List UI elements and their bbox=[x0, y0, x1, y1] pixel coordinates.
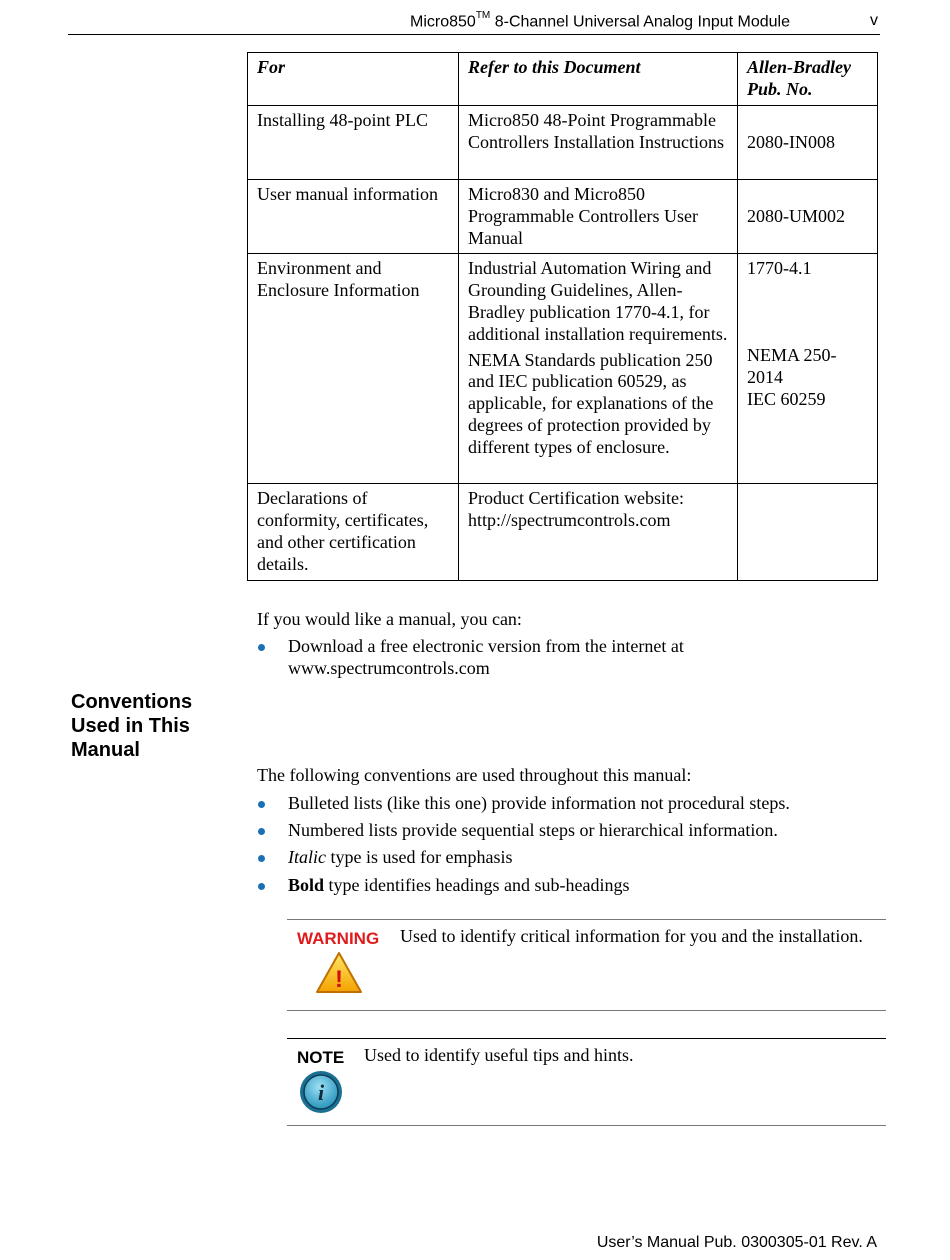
warning-callout bbox=[287, 919, 886, 1011]
list-item bbox=[288, 819, 888, 841]
table-cell-for: User manual information bbox=[248, 180, 459, 254]
bullet-icon bbox=[258, 801, 265, 808]
warning-label: WARNING bbox=[297, 929, 380, 948]
document-title: Product Certification website: http://spectrumcontrols.com bbox=[468, 488, 684, 531]
note-callout bbox=[287, 1038, 886, 1126]
table-row bbox=[248, 254, 878, 484]
list-item-text: Numbered lists provide sequential steps or hierarchical information. bbox=[288, 820, 778, 840]
bullet-icon bbox=[258, 644, 265, 651]
document-title: Micro830 and Micro850 Programmable Controllers User Manual bbox=[468, 184, 698, 248]
table-row bbox=[248, 106, 878, 180]
document-title: NEMA Standards publication 250 and IEC publication 60529, as applicable, for explanations of the degrees of protection provided by different types of enclosure. bbox=[468, 349, 714, 457]
list-item bbox=[288, 792, 888, 814]
table-header-row bbox=[248, 53, 878, 106]
info-circle-icon bbox=[298, 1069, 344, 1115]
note-label: NOTE bbox=[297, 1048, 345, 1067]
header-title-suffix: 8-Channel Universal Analog Input Module bbox=[490, 13, 791, 31]
note-glyph: i bbox=[317, 1080, 325, 1105]
table-cell-document bbox=[459, 106, 738, 180]
table-cell-document bbox=[459, 254, 738, 484]
bullet-icon bbox=[258, 883, 265, 890]
list-item-emphasis: Italic bbox=[288, 847, 326, 867]
table-cell-for: Installing 48-point PLC bbox=[248, 106, 459, 180]
pub-number: 1770-4.1 bbox=[747, 258, 812, 279]
document-title: Micro850 48-Point Programmable Controllers Installation Instructions bbox=[468, 110, 724, 152]
table-cell-for: Environment and Enclosure Information bbox=[248, 254, 459, 484]
list-item-text: type identifies headings and sub-headings bbox=[324, 875, 630, 895]
note-text: Used to identify useful tips and hints. bbox=[364, 1045, 634, 1065]
table-cell-pub-no: 2080-IN008 bbox=[738, 106, 878, 180]
list-item-text: Bulleted lists (like this one) provide information not procedural steps. bbox=[288, 793, 790, 813]
list-item bbox=[288, 635, 728, 679]
page-header bbox=[68, 12, 880, 35]
table-row bbox=[248, 180, 878, 254]
header-title-trademark: TM bbox=[475, 10, 491, 21]
reference-documents-table bbox=[247, 52, 878, 581]
table-cell-pub-no bbox=[738, 484, 878, 580]
bullet-icon bbox=[258, 828, 265, 835]
column-header-document: Refer to this Document bbox=[459, 53, 738, 106]
warning-text: Used to identify critical information for you and the installation. bbox=[400, 926, 863, 946]
header-title-product: Micro850 bbox=[410, 13, 476, 31]
list-item-text: type is used for emphasis bbox=[326, 847, 513, 867]
pub-number: NEMA 250-2014 bbox=[747, 345, 837, 387]
warning-triangle-icon bbox=[315, 950, 363, 996]
list-item bbox=[288, 874, 888, 896]
list-item bbox=[288, 846, 888, 868]
column-header-pub-no: Allen-Bradley Pub. No. bbox=[738, 53, 878, 106]
conventions-intro-text: The following conventions are used throughout this manual: bbox=[257, 765, 692, 785]
column-header-for: For bbox=[248, 53, 459, 106]
document-title: Industrial Automation Wiring and Grounding Guidelines, Allen-Bradley publication 1770-4.1, for additional installation requirements. bbox=[468, 258, 728, 344]
table-cell-for: Declarations of conformity, certificates, and other certification details. bbox=[248, 484, 459, 580]
list-item-emphasis: Bold bbox=[288, 875, 325, 895]
page-number: v bbox=[870, 12, 878, 29]
table-cell-document bbox=[459, 484, 738, 580]
table-cell-document bbox=[459, 180, 738, 254]
table-cell-pub-no bbox=[738, 254, 878, 484]
page-footer: User’s Manual Pub. 0300305-01 Rev. A bbox=[596, 1234, 877, 1251]
pub-number: IEC 60259 bbox=[747, 388, 826, 409]
section-heading: Conventions Used in This Manual bbox=[71, 691, 193, 761]
manual-intro-text: If you would like a manual, you can: bbox=[257, 609, 522, 629]
bullet-icon bbox=[258, 855, 265, 862]
table-row bbox=[248, 484, 878, 580]
table-cell-pub-no: 2080-UM002 bbox=[738, 180, 878, 254]
header-title bbox=[410, 12, 790, 31]
list-item-text: Download a free electronic version from the internet at www.spectrumcontrols.com bbox=[288, 636, 684, 678]
warning-glyph: ! bbox=[335, 966, 343, 993]
